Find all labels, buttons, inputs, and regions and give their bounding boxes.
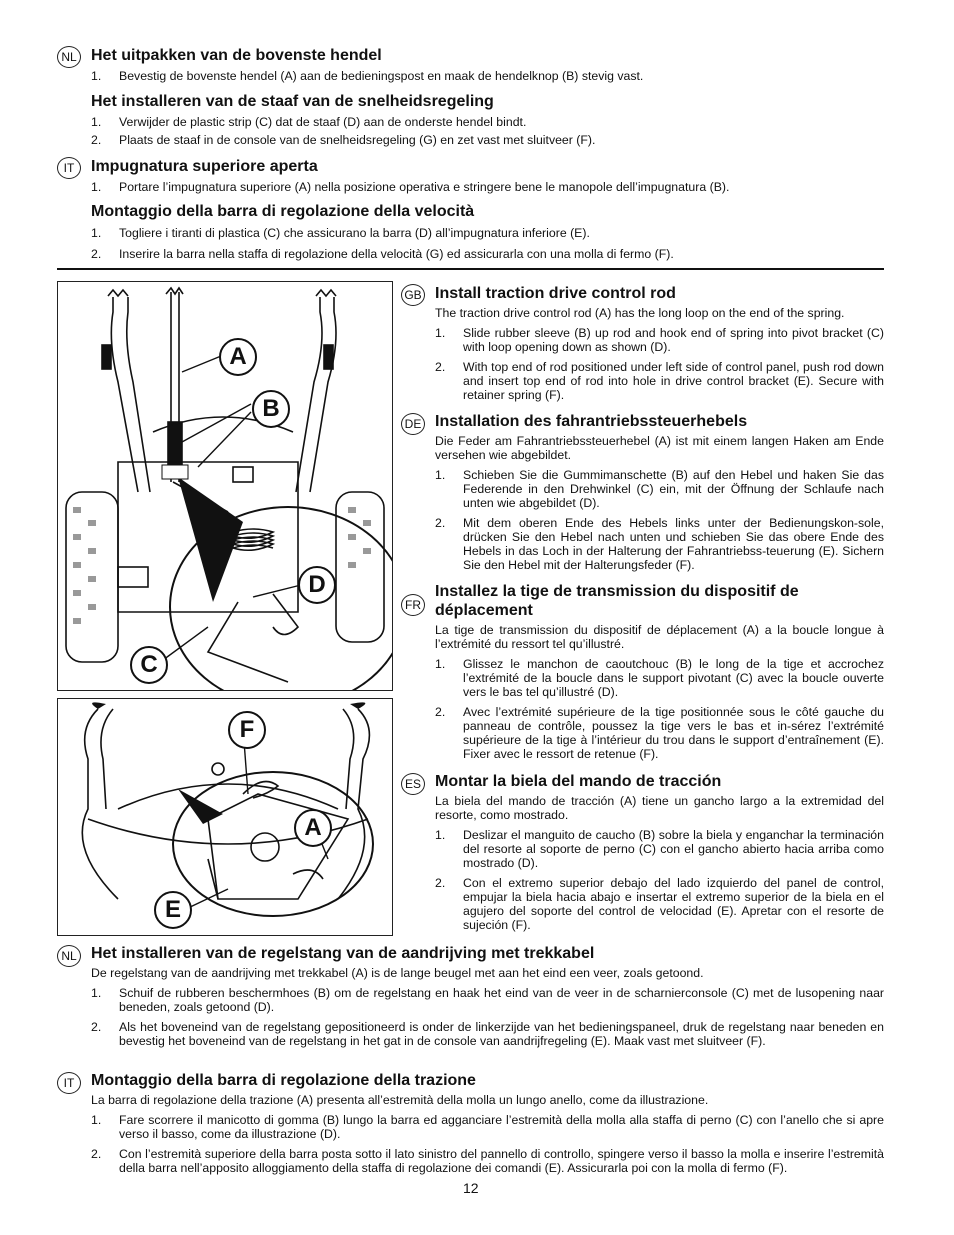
section-title: Impugnatura superiore aperta — [91, 158, 318, 175]
list-item: 2. Mit dem oberen Ende des Hebels links unter der Bedienungskon-sole, drücken Sie den Hebel nach unten und schieben Sie das obere Ende des Hebels in das Loch in der Halterung der Fahrantriebss-teuerung (E). Sichern Sie den Hebel mit der Halterungsfeder (F). — [435, 516, 884, 572]
page-number: 12 — [463, 1180, 479, 1196]
list-item: 1. Schuif de rubberen beschermhoes (B) om de regelstang en haak het eind van de veer in de scharnierconsole (C) met de lusopening naar beneden, zoals getoond (D). — [91, 986, 884, 1014]
callout-a: A — [294, 809, 332, 847]
de-section — [435, 412, 884, 572]
list-item: 1. Schieben Sie die Gummimanschette (B) auf den Hebel und haken Sie das Federende in den Drehwinkel (C) ein, mit der Öffnung der Schlaufe nach unten wie abgebildet (D). — [435, 468, 884, 510]
section-intro: De regelstang van de aandrijving met trekkabel (A) is de lange beugel met aan het eind een veer, zoals getoond. — [91, 966, 704, 980]
callout-c: C — [130, 646, 168, 684]
section-title: Het installeren van de staaf van de snelheidsregeling — [91, 93, 494, 110]
section-divider — [57, 268, 884, 270]
list-item: 2. Avec l’extrémité supérieure de la tige positionnée sous le côté gauche du panneau de contrôle, poussez la tige vers le bas et in-sérez l’extrémité supérieure de la tige à l’intérieur du trou dans le support d’entraînement (E). Fixer avec le ressort de retenue (F). — [435, 705, 884, 761]
it-handle-section — [91, 157, 884, 194]
lang-badge-de: DE — [401, 413, 425, 435]
section-intro: Die Feder am Fahrantriebssteuerhebel (A) ist mit einem langen Haken am Ende versehen wie abgebildet. — [435, 434, 884, 462]
section-intro: The traction drive control rod (A) has the long loop on the end of the spring. — [435, 306, 845, 320]
section-intro: La tige de transmission du dispositif de déplacement (A) a la boucle longue à l’extrémité du ressort tel qu’illustré. — [435, 623, 884, 651]
list-item: 2. With top end of rod positioned under left side of control panel, push rod down and insert top end of rod into hole in drive control bracket (E). Secure with retainer spring (F). — [435, 360, 884, 402]
list-item: 2. Plaats de staaf in de console van de snelheidsregeling (G) en zet vast met sluitveer (F). — [91, 133, 596, 147]
list-item: 2. Con l’estremità superiore della barra posta sotto il lato sinistro del pannello di controllo, spingere verso il basso la molla e inserire l’estremità della barra nell’apposito alloggiamento della staffa di regolazione dei comandi (E). Assicurarla poi con la molla di fermo (F). — [91, 1147, 884, 1175]
nl-unpack-section — [91, 46, 884, 83]
list-item: 1. Slide rubber sleeve (B) up rod and hook end of spring into pivot bracket (C) with loop opening down as shown (D). — [435, 326, 884, 354]
figure-drive-bracket — [57, 698, 393, 936]
lang-badge-gb: GB — [401, 284, 425, 306]
lang-badge-es: ES — [401, 773, 425, 795]
section-title: Het uitpakken van de bovenste hendel — [91, 47, 382, 64]
section-intro: La biela del mando de tracción (A) tiene un gancho largo a la extremidad del resorte, como mostrado. — [435, 794, 884, 822]
lang-badge-nl-bottom: NL — [57, 945, 81, 967]
gb-section — [435, 284, 884, 402]
section-title: Montaggio della barra di regolazione della velocità — [91, 203, 475, 220]
nl-traction-section — [91, 944, 884, 1048]
section-title: Montaggio della barra di regolazione della trazione — [91, 1072, 476, 1089]
callout-f: F — [228, 711, 266, 749]
figure-drive-bracket-drawing — [58, 699, 392, 935]
section-title: Het installeren van de regelstang van de aandrijving met trekkabel — [91, 945, 595, 962]
list-item: 1. Togliere i tiranti di plastica (C) che assicurano la barra (D) all’impugnatura inferiore (E). — [91, 226, 590, 240]
section-title: Installez la tige de transmission du dispositif de déplacement — [435, 583, 799, 619]
section-title: Montar la biela del mando de tracción — [435, 773, 722, 790]
list-item: 2. Con el extremo superior debajo del lado izquierdo del panel de control, empujar la biela hacia abajo e insertar el extremo superior de la biela en el agujero del soporte del control de velocidad (E). Apretar con el resorte de sujeción (F). — [435, 876, 884, 932]
it-speed-bar-section — [91, 202, 884, 261]
list-item: 2. Als het boveneind van de regelstang gepositioneerd is onder de linkerzijde van het bedieningspaneel, druk de regelstang naar beneden en bevestig het boveneind van de regelstang in het gat in de console van aandrijfregeling (E). Maak vast met sluitveer (F). — [91, 1020, 884, 1048]
list-item: 1. Bevestig de bovenste hendel (A) aan de bedieningspost en maak de hendelknop (B) stevig vast. — [91, 69, 644, 83]
list-item: 1. Verwijder de plastic strip (C) dat de staaf (D) aan de onderste hendel bindt. — [91, 115, 527, 129]
list-item: 1. Glissez le manchon de caoutchouc (B) le long de la tige et accrochez l’extrémité de la boucle dans le support pivotant (C) avec la boucle ouverte vers le bas tel qu’illustré (D). — [435, 657, 884, 699]
lang-badge-it: IT — [57, 157, 81, 179]
nl-speed-rod-section — [91, 92, 884, 147]
es-section — [435, 772, 884, 932]
callout-e: E — [154, 891, 192, 929]
figure-control-rod — [57, 281, 393, 691]
it-traction-section — [91, 1071, 884, 1175]
section-title: Install traction drive control rod — [435, 285, 676, 302]
section-intro: La barra di regolazione della trazione (A) presenta all’estremità della molla un lungo anello, come da illustrazione. — [91, 1093, 709, 1107]
callout-d: D — [298, 566, 336, 604]
list-item: 1. Deslizar el manguito de caucho (B) sobre la biela y enganchar la terminación del resorte al soporte de perno (C) con el gancho abierto hacia arriba como mostrado (D). — [435, 828, 884, 870]
fr-section — [435, 582, 884, 761]
lang-badge-it-bottom: IT — [57, 1072, 81, 1094]
list-item: 2. Inserire la barra nella staffa di regolazione della velocità (G) ed assicurarla con una molla di fermo (F). — [91, 247, 674, 261]
lang-badge-fr: FR — [401, 594, 425, 616]
callout-a: A — [219, 338, 257, 376]
section-title: Installation des fahrantriebssteuerhebels — [435, 413, 748, 430]
lang-badge-nl: NL — [57, 46, 81, 68]
list-item: 1. Portare l’impugnatura superiore (A) nella posizione operativa e stringere bene le manopole dell’impugnatura (B). — [91, 180, 730, 194]
callout-b: B — [252, 390, 290, 428]
list-item: 1. Fare scorrere il manicotto di gomma (B) lungo la barra ed agganciare l’estremità della molla alla staffa di perno (C) con l’anello che si apre verso il basso, come da illustrazione (D). — [91, 1113, 884, 1141]
